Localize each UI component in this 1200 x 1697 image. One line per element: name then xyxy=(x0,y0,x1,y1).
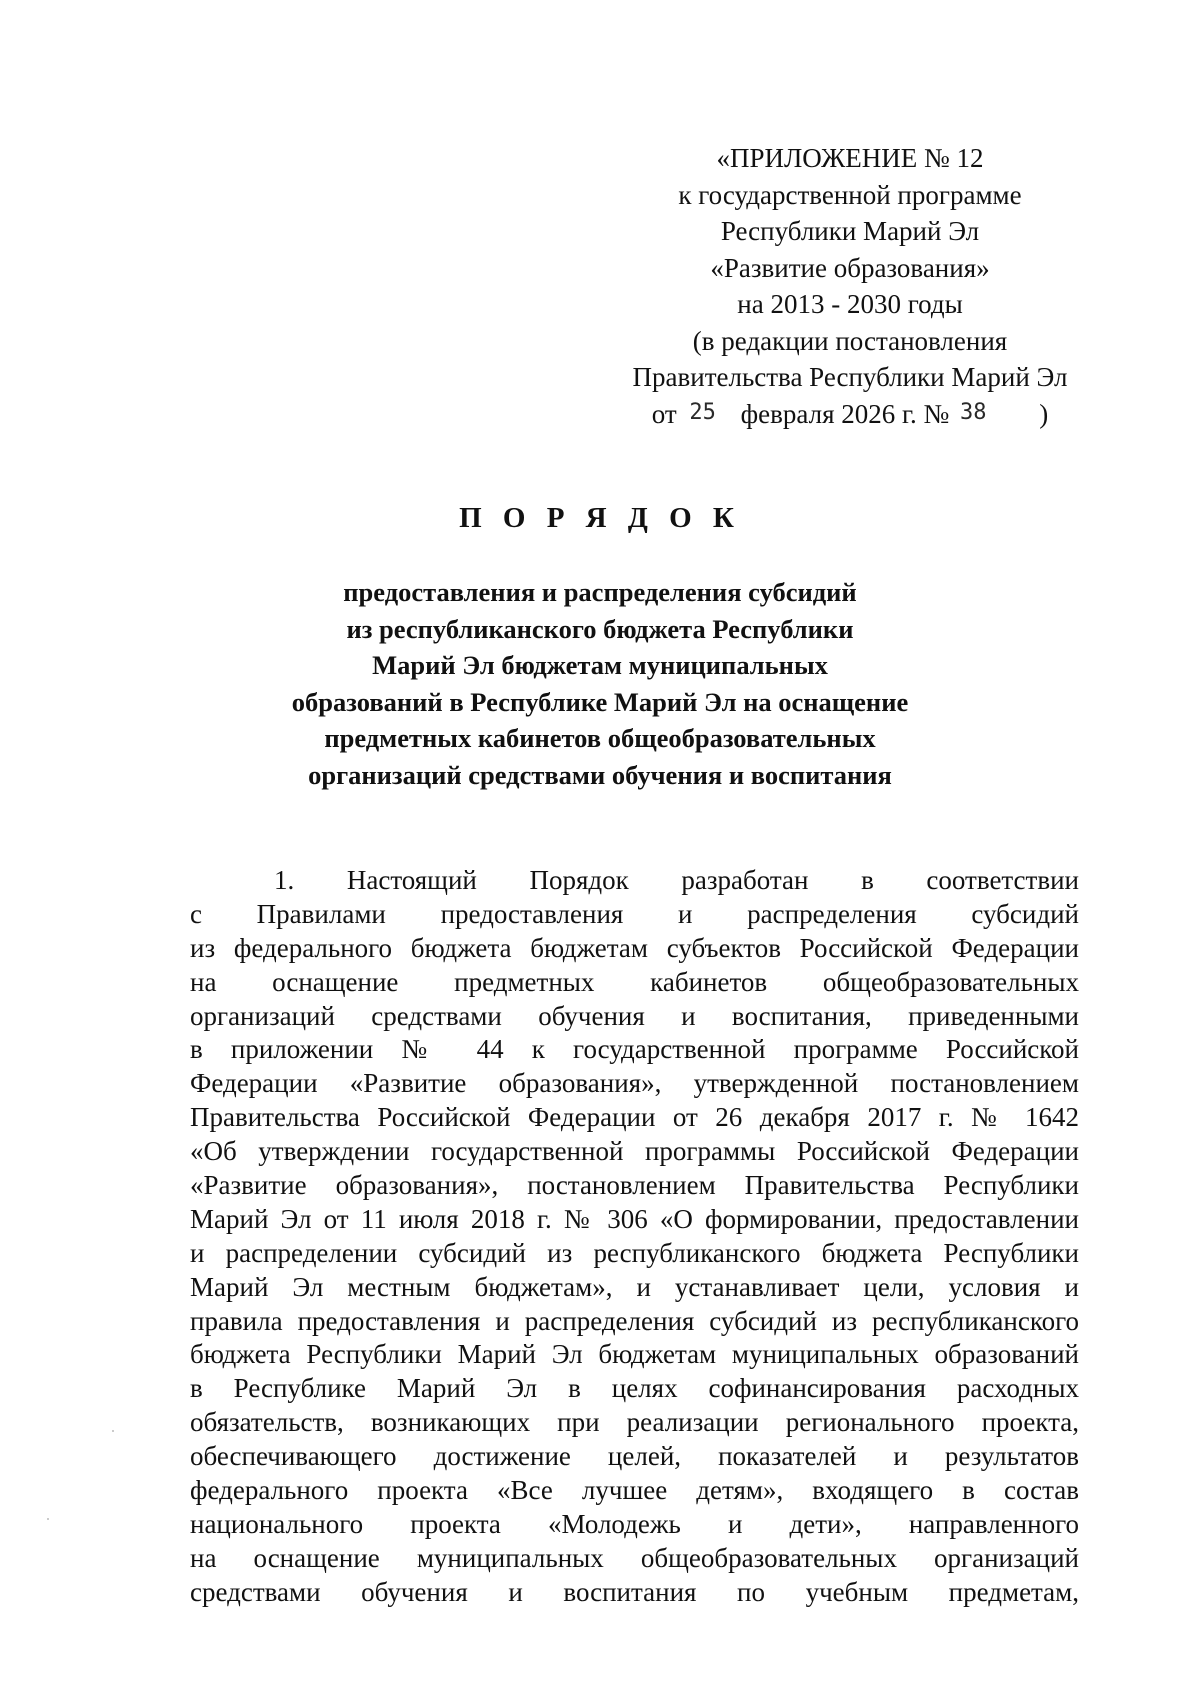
body-line: Марий Эл от 11 июля 2018 г. № 306 «О формировании, предоставлении xyxy=(190,1203,1079,1234)
body-line: средствами обучения и воспитания по учебным предметам, xyxy=(190,1576,1079,1607)
body-line: «Развитие образования», постановлением Правительства Республики xyxy=(190,1170,1079,1201)
body-line: в приложении № 44 к государственной программе Российской xyxy=(190,1034,1079,1065)
date-month-year: февраля 2026 г. № xyxy=(740,398,950,429)
body-line: в Республике Марий Эл в целях софинансирования расходных xyxy=(190,1373,1079,1404)
page-title: П О Р Я Д О К xyxy=(459,502,741,534)
appendix-date-line xyxy=(590,396,1110,436)
body-line: на оснащение предметных кабинетов общеобразовательных xyxy=(190,966,1079,997)
body-line: национального проекта «Молодежь и дети», направленного xyxy=(190,1508,1079,1539)
body-line: на оснащение муниципальных общеобразовательных организаций xyxy=(190,1542,1079,1573)
body-line: Правительства Российской Федерации от 26 декабря 2017 г. № 1642 xyxy=(190,1102,1079,1133)
subtitle-line: из республиканского бюджета Республики xyxy=(346,613,854,644)
body-line: федерального проекта «Все лучшее детям», входящего в состав xyxy=(190,1475,1079,1506)
appendix-line: Правительства Республики Марий Эл xyxy=(632,362,1068,392)
subtitle-line: предметных кабинетов общеобразовательных xyxy=(324,723,876,754)
body-line: обеспечивающего достижение целей, показателей и результатов xyxy=(190,1441,1079,1472)
subtitle-line: Марий Эл бюджетам муниципальных xyxy=(372,650,828,681)
appendix-line: Республики Марий Эл xyxy=(720,216,980,246)
subtitle-line: предоставления и распределения субсидий xyxy=(343,577,857,607)
appendix-line: на 2013 - 2030 годы xyxy=(737,289,963,319)
date-prefix: от xyxy=(651,398,677,429)
appendix-line: «Развитие образования» xyxy=(710,252,990,283)
subtitle-line: организаций средствами обучения и воспитания xyxy=(308,759,892,790)
scan-speck xyxy=(112,1430,114,1432)
body-line: Марий Эл местным бюджетам», и устанавливает цели, условия и xyxy=(190,1271,1079,1302)
appendix-header xyxy=(590,140,1110,435)
body-line: из федерального бюджета бюджетам субъектов Российской Федерации xyxy=(190,932,1079,963)
document-subtitle xyxy=(200,574,1000,794)
body-line: обязательств, возникающих при реализации регионального проекта, xyxy=(190,1407,1079,1438)
body-line: организаций средствами обучения и воспитания, приведенными xyxy=(190,1000,1079,1031)
body-line: «Об утверждении государственной программы Российской Федерации xyxy=(190,1136,1079,1167)
body-line: Федерации «Развитие образования», утвержденной постановлением xyxy=(190,1068,1079,1099)
appendix-line: «ПРИЛОЖЕНИЕ № 12 xyxy=(716,143,984,173)
body-paragraph xyxy=(190,864,1079,1610)
appendix-line: (в редакции постановления xyxy=(692,325,1008,356)
appendix-line: к государственной программе xyxy=(678,179,1022,210)
body-line: бюджета Республики Марий Эл бюджетам муниципальных образований xyxy=(190,1339,1079,1370)
body-line: 1. Настоящий Порядок разработан в соответствии xyxy=(274,865,1079,895)
scan-speck xyxy=(47,1518,49,1520)
body-line: правила предоставления и распределения субсидий из республиканского xyxy=(190,1305,1079,1336)
subtitle-line: образований в Республике Марий Эл на оснащение xyxy=(291,686,909,717)
date-day-handwritten: 25 xyxy=(689,399,716,425)
date-close-paren: ) xyxy=(1039,398,1049,429)
body-line: с Правилами предоставления и распределения субсидий xyxy=(190,898,1079,929)
body-line: и распределении субсидий из республиканского бюджета Республики xyxy=(190,1237,1079,1268)
date-number-handwritten: 38 xyxy=(960,399,987,425)
